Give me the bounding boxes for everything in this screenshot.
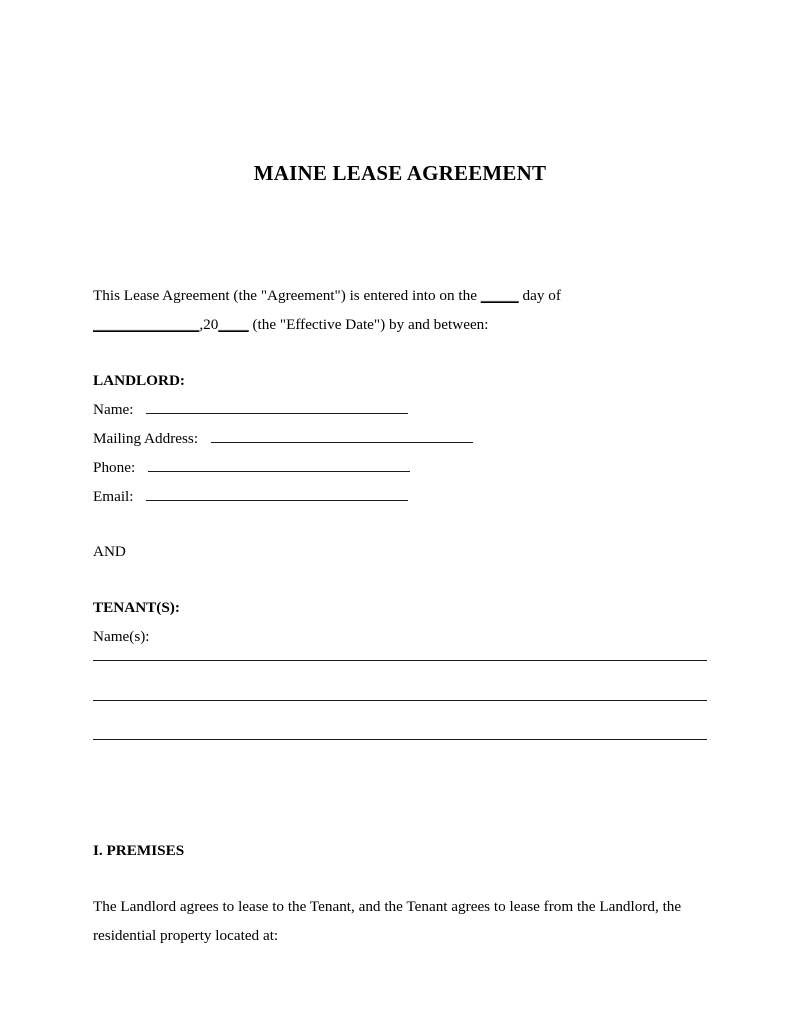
- landlord-email-row: [93, 482, 707, 511]
- intro-text-before-day: This Lease Agreement (the "Agreement") is entered into on the: [93, 287, 481, 304]
- conjunction-and: AND: [93, 543, 126, 560]
- tenant-name-input-3[interactable]: [93, 739, 707, 740]
- landlord-name-label: Name:: [93, 401, 134, 418]
- landlord-name-row: [93, 395, 707, 424]
- landlord-heading: LANDLORD:: [93, 372, 185, 389]
- section-premises-body: The Landlord agrees to lease to the Tenant, and the Tenant agrees to lease from the Landlord, the residential property located at:: [93, 898, 682, 944]
- tenant-name-input-2[interactable]: [93, 700, 707, 701]
- landlord-name-input[interactable]: [146, 413, 408, 414]
- landlord-address-label: Mailing Address:: [93, 430, 199, 447]
- landlord-email-label: Email:: [93, 488, 134, 505]
- day-blank-field[interactable]: _____: [480, 287, 519, 304]
- landlord-fields: [93, 395, 707, 511]
- landlord-address-input[interactable]: [211, 442, 473, 443]
- page-title: MAINE LEASE AGREEMENT: [253, 161, 547, 185]
- intro-text-day-of: day of: [518, 287, 561, 304]
- month-blank-field[interactable]: ______________: [93, 316, 200, 333]
- landlord-phone-input[interactable]: [148, 471, 410, 472]
- tenant-names-label: Name(s):: [93, 628, 150, 645]
- landlord-email-input[interactable]: [146, 500, 408, 501]
- intro-comma: ,: [199, 316, 204, 333]
- section-premises-heading: I. PREMISES: [93, 842, 185, 859]
- intro-year-prefix: 20: [203, 316, 219, 333]
- tenant-name-lines: [93, 660, 707, 740]
- intro-paragraph: [93, 281, 707, 339]
- landlord-phone-label: Phone:: [93, 459, 136, 476]
- intro-text-effective-date: (the "Effective Date") by and between:: [248, 316, 489, 333]
- year-blank-field[interactable]: ____: [218, 316, 249, 333]
- tenant-heading: TENANT(S):: [93, 599, 180, 616]
- tenant-name-input-1[interactable]: [93, 660, 707, 661]
- landlord-phone-row: [93, 453, 707, 482]
- landlord-address-row: [93, 424, 707, 453]
